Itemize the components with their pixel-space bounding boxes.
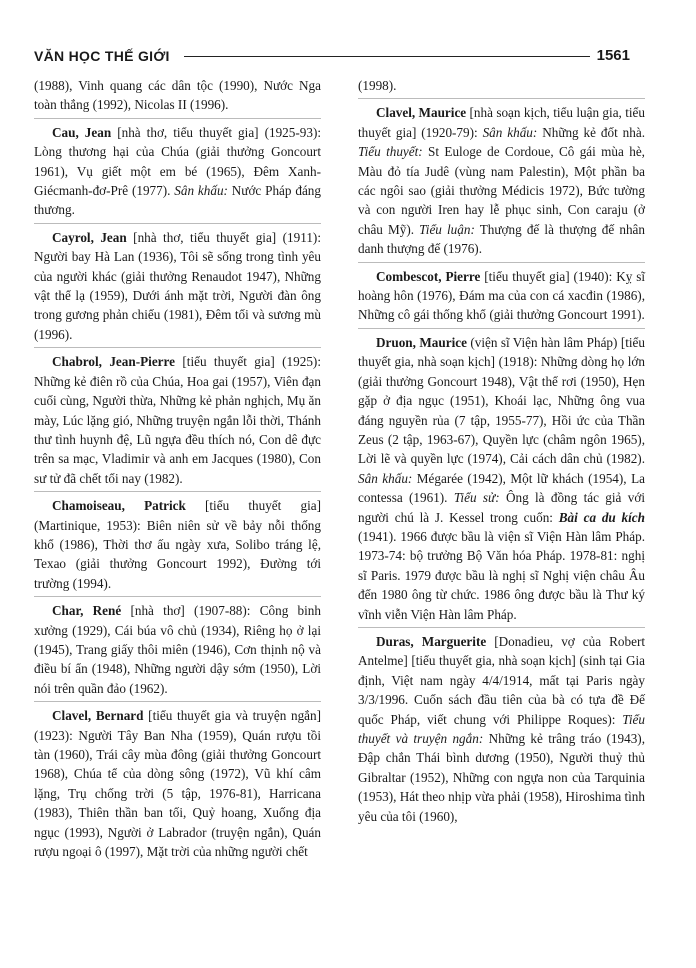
page-header [34,46,630,68]
entry-continuation: (1998). [358,78,397,93]
entry-combescot: Combescot, Pierre [tiểu thuyết gia] (1940): Kỵ sĩ hoàng hôn (1976), Đám ma của con cá xacđin (1986), Những cô gái thống khổ (giải thưởng Goncourt 1991). [358,262,645,325]
entry-name: Char, René [52,603,122,619]
entry-name: Chabrol, Jean-Pierre [52,354,175,370]
entry-name: Chamoiseau, Patrick [52,498,186,514]
entry-name: Duras, Marguerite [376,633,487,649]
entry-cayrol-jean: Cayrol, Jean [nhà thơ, tiểu thuyết gia] (1911): Người bay Hà Lan (1936), Tôi sẽ sống trong tình yêu của người khác (giải thưởng Renaudot 1947), Những vật thể lạ (1959), Dưới ánh mặt trời, Người đàn ông trong gương phản chiếu (1981), Đêm tối và sương mù (1996). [34,223,321,344]
entry-continuation: (1988), Vinh quang các dân tộc (1990), Nước Nga toàn thắng (1992), Nicolas II (1996). [34,78,321,113]
right-column [358,76,645,829]
entry-druon: Druon, Maurice (viện sĩ Viện hàn lâm Pháp) [tiểu thuyết gia, nhà soạn kịch] (1918): Những dòng họ lớn (giải thưởng Goncourt 1948), Vật thể rơi (1950), Hẹn gặp ở địa ngục (1951), Khoái lạc, Những ông vua đáng nguyền rủa (7 tập, 1955-77), Hồi ức của Thần Zeus (2 tập, 1963-67), Quyền lực (châm ngôn 1965), Lời lẽ và quyền lực (1974), Cải cách dân chủ (1982). Sân khấu: Mégarée (1942), Một lữ khách (1954), La contessa (1961). Tiểu sử: Ông là đồng tác giả với người chú là J. Kessel trong cuốn: Bài ca du kích (1941). 1966 được bầu là viện sĩ Viện Hàn lâm Pháp. 1973-74: bộ trưởng Bộ Văn hóa Pháp. 1978-81: nghị sĩ Paris. 1979 được bầu là nghị sĩ Nghị viện châu Âu đến 1980 ông từ chức. 1986 ông được bầu là Thư ký vĩnh viễn Viện Hàn lâm Pháp. [358,328,645,624]
section-title: VĂN HỌC THẾ GIỚI [34,48,170,64]
left-column [34,76,321,864]
entry-chabrol: Chabrol, Jean-Pierre [tiểu thuyết gia] (1925): Những kẻ điên rồ của Chúa, Hoa gai (1957), Viên đạn cuối cùng, Người thừa, Những kẻ phản nghịch, Mụ ăn mày, Lúc lặng gió, Những truyện ngắn lỗi thời, Thánh thư tình huynh đệ, Lũ ngựa đều thích nó, Con dê đực trên sa mạc, Vladimir và anh em Jacques (1980), Con sư tử đã chết tối nay (1982). [34,347,321,488]
entry-name: Cau, Jean [52,124,112,140]
entry-clavel-maurice: Clavel, Maurice [nhà soạn kịch, tiểu luận gia, tiểu thuyết gia] (1920-79): Sân khấu: Những kẻ đốt nhà. Tiểu thuyết: St Euloge de Cordoue, Cô gái mùa hè, Màu đỏ tía Judê (vùng nam Palestin), Một phần ba các ngôi sao (giải thưởng Médicis 1972), Bức tường và con người Iren hay lễ phục sinh, Con caraju (ở châu Mỹ). Tiểu luận: Thượng đế là thượng đế nhân danh thượng đế (1976). [358,98,645,258]
entry-name: Combescot, Pierre [376,268,481,284]
entry-duras: Duras, Marguerite [Donadieu, vợ của Robert Antelme] [tiểu thuyết gia, nhà soạn kịch] (sinh tại Gia định, Việt nam ngày 4/4/1914, mất tại Paris ngày 3/3/1996. Cuốn sách đầu tiên của bà có tựa đề Đế quốc Pháp, viết chung với Philippe Roques): Tiểu thuyết và truyện ngắn: Những kẻ trâng tráo (1943), Đập chắn Thái bình dương (1950), Người thuỷ thủ Gibraltar (1952), Những con ngựa non của Tarquinia (1953), Hát theo nhịp vừa phải (1958), Hiroshima tình yêu của tôi (1960), [358,627,645,826]
entry-name: Clavel, Bernard [52,708,144,724]
entry-chamoiseau: Chamoiseau, Patrick [tiểu thuyết gia] (Martinique, 1953): Biên niên sử về bảy nỗi thống khổ (1986), Thời thơ ấu ngày xưa, Solibo tráng lệ, Texao (giải thưởng Goncourt 1992), Đường tới trường (1994). [34,491,321,593]
header-rule [184,56,590,57]
entry-char-rene: Char, René [nhà thơ] (1907-88): Công binh xưởng (1929), Cái búa vô chủ (1934), Riêng họ ở lại (1945), Trang giấy thôi miên (1946), Cơn thịnh nộ và điều bí ẩn (1948), Những người dậy sớm (1950), Lời nói trên quần đảo (1962). [34,596,321,698]
entry-name: Clavel, Maurice [376,105,467,121]
entry-name: Cayrol, Jean [52,229,127,245]
entry-name: Druon, Maurice [376,334,467,350]
entry-cau-jean: Cau, Jean [nhà thơ, tiểu thuyết gia] (1925-93): Lòng thương hại của Chúa (giải thưởng Goncourt 1961), Vụ giết một em bé (1965), Đêm Xanh-Giécmanh-đơ-Prê (1977). Sân khấu: Nước Pháp đáng thương. [34,118,321,220]
page-number: 1561 [596,47,630,64]
entry-clavel-bernard: Clavel, Bernard [tiểu thuyết gia và truyện ngắn] (1923): Người Tây Ban Nha (1959), Quán rượu tồi tàn (1960), Trái cây mùa đông (giải thưởng Goncourt 1968), Chúa tể của dòng sông (1972), Vũ khí câm lặng, Trụ chống trời (5 tập, 1976-81), Harricana (1983), Thiên thần ban tối, Quỷ hoang, Xuống địa ngục (1993), Người ở Labrador (truyện ngắn), Quán rượu ngoại ô (1997), Mặt trời của những người chết [34,701,321,861]
